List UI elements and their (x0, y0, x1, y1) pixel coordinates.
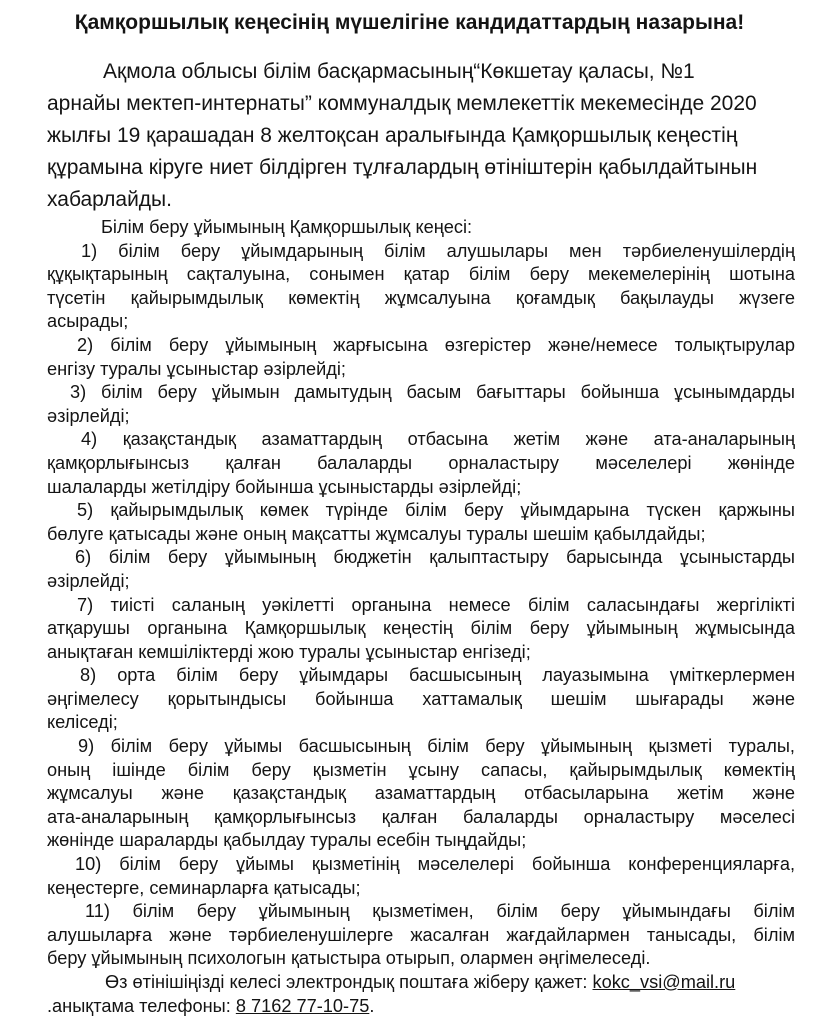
list-item-line: 8) орта білім беру ұйымдары басшысының лауазымына үміткерлермен (80, 665, 795, 686)
list-item-line: 11) білім беру ұйымының қызметімен, білім беру ұйымындағы білім (85, 901, 795, 922)
list-item-line: алушыларға және тәрбиеленушілерге жасалған жағдайлармен танысады, білім (47, 924, 795, 945)
list-item-line: жұмсалуы және қазақстандық азаматтардың отбасыларына жетім және (47, 783, 795, 804)
phone-line (47, 995, 795, 1019)
intro-paragraph (47, 56, 767, 216)
list-item-3 (47, 381, 795, 428)
council-functions (47, 216, 795, 1018)
list-item-line: енгізу туралы ұсыныстар әзірлейді; (47, 358, 346, 379)
list-item-line: қамқорлығынсыз қалған балаларды орналастыру мәселелері жөнінде (47, 452, 795, 473)
list-item-2 (47, 334, 795, 381)
list-item-line: келіседі; (47, 712, 118, 733)
list-item-line: шалаларды жетілдіру бойынша ұсыныстарды әзірлейді; (47, 476, 522, 497)
list-item-7 (47, 594, 795, 665)
list-item-line: 6) білім беру ұйымының бюджетін қалыптастыру барысында ұсыныстарды (75, 547, 795, 568)
list-item-line: 7) тиісті саланың уәкілетті органына немесе білім саласындағы жергілікті (77, 594, 795, 615)
list-item-1 (47, 240, 795, 334)
list-item-line: асырады; (47, 311, 129, 332)
list-item-line: 10) білім беру ұйымы қызметінің мәселелері бойынша конференцияларға, (75, 854, 795, 875)
list-item-line: 4) қазақстандық азаматтардың отбасына жетім және ата-аналарының (81, 429, 795, 450)
list-item-line: құқықтарының сақталуына, сонымен қатар білім беру мекемелерінің шотына (47, 264, 795, 285)
intro-line: Ақмола облысы білім басқармасының“Көкшетау қаласы, №1 (103, 60, 695, 83)
list-item-line: ата-аналарының қамқорлығынсыз қалған балаларды орналастыру мәселесі (47, 806, 795, 827)
list-item-line: беру ұйымының психологын қатыстыра отырып, олармен әңгімелеседі. (47, 948, 651, 969)
intro-line: арнайы мектеп-интернаты” коммуналдық мемлекеттік мекемесінде 2020 (47, 92, 757, 115)
closing-text: Өз өтінішіңізді келесі электрондық поштаға жіберу қажет: (105, 972, 593, 992)
document-title: Қамқоршылық кеңесінің мүшелігіне кандидаттардың назарына! (74, 11, 745, 34)
list-item-line: түсетін қайырымдылық көмектің жұмсалуына қоғамдық бақылауды жүзеге (47, 287, 795, 308)
list-item-9 (47, 735, 795, 853)
email-link[interactable]: kokc_vsi@mail.ru (592, 972, 736, 992)
list-item-line: әзірлейді; (47, 405, 130, 426)
closing-line (47, 971, 795, 995)
list-item-10 (47, 853, 795, 900)
list-item-line: атқарушы органына Қамқоршылық кеңестің білім беру ұйымының жұмысында (47, 618, 795, 639)
list-item-line: әзірлейді; (47, 570, 130, 591)
list-item-line: 1) білім беру ұйымдарының білім алушылары мен тәрбиеленушілердің (81, 240, 795, 261)
list-item-11 (47, 900, 795, 971)
list-item-5 (47, 499, 795, 546)
list-item-line: 9) білім беру ұйымы басшысының білім беру ұйымының қызметі туралы, (78, 736, 795, 757)
list-item-line: жөнінде шараларды қабылдау туралы есебін тыңдайды; (47, 830, 527, 851)
list-item-line: 5) қайырымдылық көмек түрінде білім беру ұйымдарына түскен қаржыны (77, 500, 795, 521)
list-lead: Білім беру ұйымының Қамқоршылық кеңесі: (101, 217, 473, 237)
intro-line: жылғы 19 қарашадан 8 желтоқсан аралығында Қамқоршылық кеңестің (47, 124, 738, 147)
phone-label: .анықтама телефоны: (47, 995, 236, 1016)
phone-link[interactable]: 8 7162 77-10-75 (235, 995, 370, 1016)
list-item-line: әңгімелесу қорытындысы бойынша хаттамалық шешім шығарады және (47, 688, 795, 709)
list-item-line: бөлуге қатысады және оның мақсатты жұмсалуы туралы шешім қабылдайды; (47, 523, 706, 544)
intro-line: хабарлайды. (47, 188, 172, 211)
list-item-line: 3) білім беру ұйымын дамытудың басым бағыттары бойынша ұсынымдарды (70, 382, 795, 403)
list-item-6 (47, 546, 795, 593)
phone-end: . (369, 995, 375, 1016)
list-item-line: анықтаған кемшіліктерді жою туралы ұсыныстар енгізеді; (47, 641, 531, 662)
intro-line: құрамына кіруге ниет білдірген тұлғалардың өтініштерін қабылдайтынын (47, 156, 758, 179)
list-item-line: 2) білім беру ұйымының жарғысына өзгерістер және/немесе толықтырулар (77, 334, 795, 355)
list-item-line: кеңестерге, семинарларға қатысады; (47, 877, 361, 898)
list-item-line: оның ішінде білім беру қызметін ұсыну сапасы, қайырымдылық көмектің (47, 759, 795, 780)
list-item-4 (47, 428, 795, 499)
list-item-8 (47, 664, 795, 735)
